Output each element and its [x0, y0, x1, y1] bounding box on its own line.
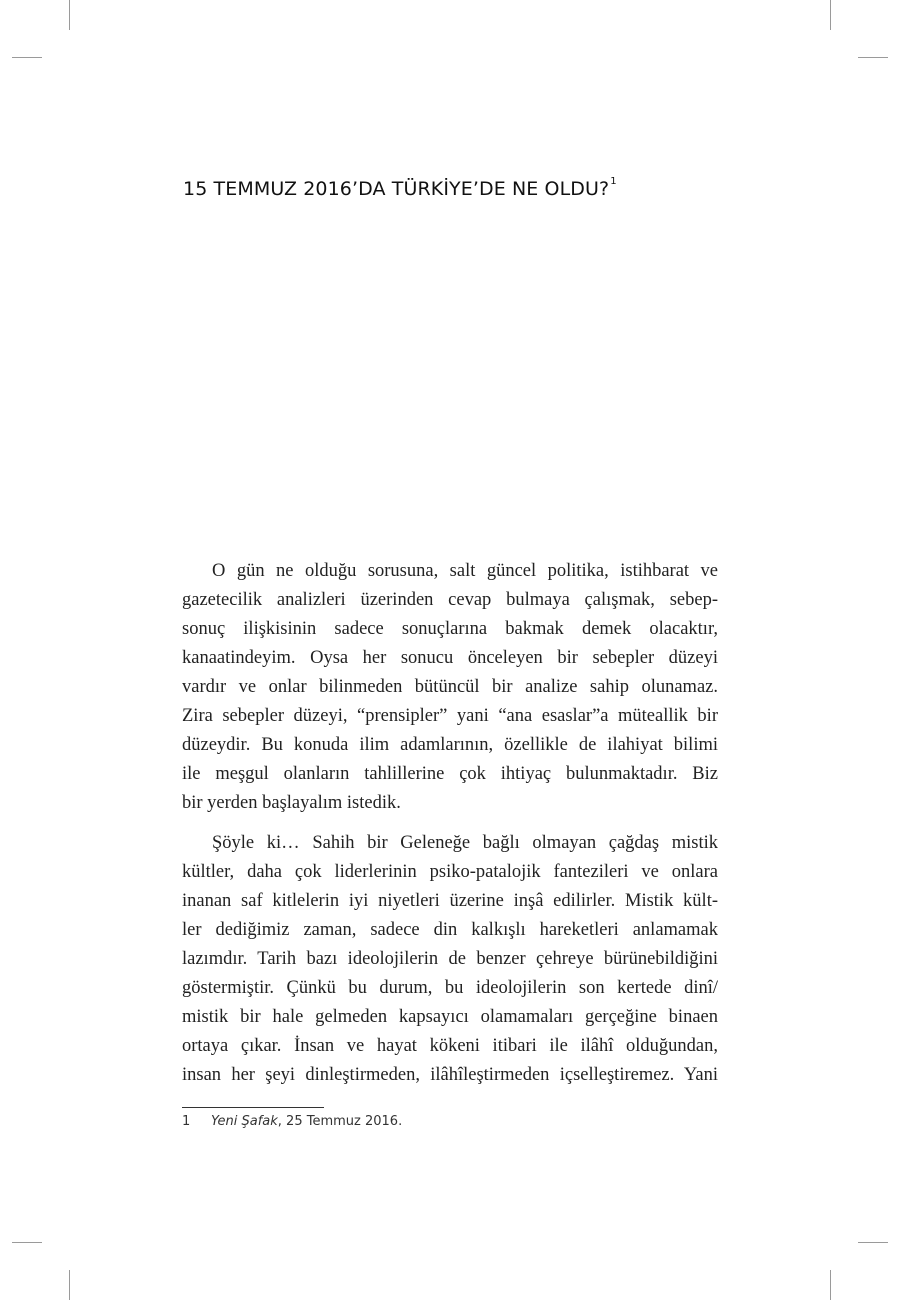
paragraph-1-line: vardır ve onlar bilinmeden bütüncül bir analize sahip olunamaz. [182, 677, 718, 697]
crop-mark-top-right [830, 0, 831, 30]
paragraph-1-line: gazetecilik analizleri üzerinden cevap bulmaya çalışmak, sebep- [182, 590, 718, 610]
body-text [182, 557, 718, 1090]
footnote-number: 1 [182, 1114, 191, 1129]
crop-mark-right-top [858, 57, 888, 58]
paragraph-1-line: kanaatindeyim. Oysa her sonucu önceleyen bir sebepler düzeyi [182, 648, 718, 668]
paragraph-2-line: lazımdır. Tarih bazı ideolojilerin de benzer çehreye bürünebildiğini [182, 949, 718, 969]
paragraph-1-line: ile meşgul olanların tahlillerine çok ihtiyaç bulunmaktadır. Biz [182, 764, 718, 784]
paragraph-1-line: düzeydir. Bu konuda ilim adamlarının, özellikle de ilahiyat bilimi [182, 735, 718, 755]
paragraph-1-line: Zira sebepler düzeyi, “prensipler” yani “ana esaslar”a müteallik bir [182, 706, 718, 726]
paragraph-2-line: ortaya çıkar. İnsan ve hayat kökeni itibari ile ilâhî olduğundan, [182, 1036, 718, 1056]
paragraph-2-line: inanan saf kitlelerin iyi niyetleri üzerine inşâ edilirler. Mistik kült- [182, 891, 718, 911]
paragraph-1-line: sonuç ilişkisinin sadece sonuçlarına bakmak demek olacaktır, [182, 619, 718, 639]
paragraph-2-line: mistik bir hale gelmeden kapsayıcı olamamaları gerçeğine binaen [182, 1007, 718, 1027]
chapter-title-text: 15 TEMMUZ 2016’DA TÜRKİYE’DE NE OLDU? [183, 178, 610, 200]
paragraph-2-line: kültler, daha çok liderlerinin psiko-patalojik fantezileri ve onlara [182, 862, 718, 882]
footnote-divider [182, 1107, 324, 1108]
paragraph-2-line: ler dediğimiz zaman, sadece din kalkışlı hareketleri anlamamak [182, 920, 718, 940]
crop-mark-left-top [12, 57, 42, 58]
paragraph-2-line: Şöyle ki… Sahih bir Geleneğe bağlı olmayan çağdaş mistik [212, 833, 718, 853]
paragraph-1-line: O gün ne olduğu sorusuna, salt güncel politika, istihbarat ve [212, 561, 718, 581]
crop-mark-bottom-left [69, 1270, 70, 1300]
crop-mark-left-bottom [12, 1242, 42, 1243]
crop-mark-top-left [69, 0, 70, 30]
footnote-reference[interactable]: 1 [610, 176, 617, 187]
paragraph-2-line: insan her şeyi dinleştirmeden, ilâhîleştirmeden içselleştiremez. Yani [182, 1065, 718, 1085]
paragraph-1-line: bir yerden başlayalım istedik. [182, 793, 401, 813]
paragraph-2-line: göstermiştir. Çünkü bu durum, bu ideolojilerin son kertede dinî/ [182, 978, 718, 998]
footnote-source: Yeni Şafak [211, 1114, 278, 1129]
chapter-title [183, 178, 617, 200]
crop-mark-bottom-right [830, 1270, 831, 1300]
footnote [182, 1114, 402, 1129]
crop-mark-right-bottom [858, 1242, 888, 1243]
footnote-date: , 25 Temmuz 2016. [277, 1114, 403, 1129]
